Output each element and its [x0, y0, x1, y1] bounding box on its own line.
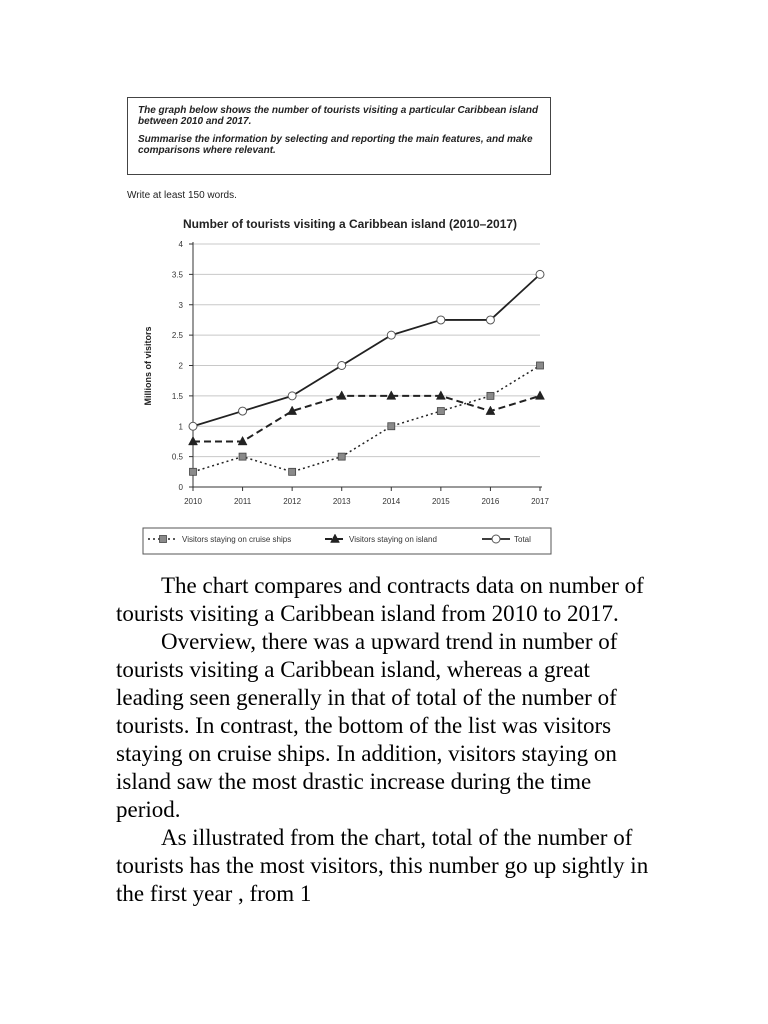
data-point-square [437, 408, 444, 415]
y-tick-label: 4 [178, 240, 183, 249]
legend-label: Total [514, 535, 531, 544]
data-point-square [487, 392, 494, 399]
data-point-circle [288, 392, 296, 400]
y-tick-label: 2 [178, 361, 183, 371]
chart-legend [143, 528, 551, 554]
data-point-triangle [337, 391, 346, 400]
series-line-2 [193, 274, 540, 426]
chart-title: Number of tourists visiting a Caribbean island (2010–2017) [182, 217, 518, 231]
x-tick-label: 2015 [431, 497, 450, 506]
data-point-circle [338, 362, 346, 370]
data-point-square [289, 468, 296, 475]
x-tick-label: 2014 [382, 497, 401, 506]
legend-swatch-square [160, 536, 167, 543]
y-tick-label: 0 [178, 483, 183, 492]
x-tick-label: 2016 [481, 497, 500, 506]
task-instruction-2: Summarise the information by selecting and reporting the main features, and make comparisons where relevant. [138, 134, 533, 156]
data-point-circle [239, 407, 247, 415]
essay-paragraph-3: As illustrated from the chart, total of the number of tourists has the most visitors, this number go up sightly in the first year , from 1 [116, 825, 649, 906]
y-tick-label: 1 [178, 422, 183, 432]
data-point-triangle [536, 391, 545, 400]
y-tick-label: 2.5 [171, 331, 183, 341]
essay-paragraph-2: Overview, there was a upward trend in number of tourists visiting a Caribbean island, whereas a great leading seen generally in that of total of the number of tourists. In contrast, the bottom of the list was visitors staying on cruise ships. In addition, visitors staying on island saw the most drastic increase during the time period. [116, 629, 618, 822]
y-tick-label: 3 [178, 300, 183, 310]
essay-paragraph-1: The chart compares and contracts data on number of tourists visiting a Caribbean island from 2010 to 2017. [116, 573, 644, 626]
y-tick-label: 1.5 [171, 391, 183, 401]
y-tick-label: 0.5 [171, 452, 183, 462]
legend-label: Visitors staying on cruise ships [182, 535, 292, 544]
word-count-note: Write at least 150 words. [127, 190, 237, 201]
data-point-circle [536, 270, 544, 278]
legend-label: Visitors staying on island [349, 535, 437, 544]
y-tick-label: 3.5 [171, 270, 183, 280]
data-point-square [537, 362, 544, 369]
data-point-square [338, 453, 345, 460]
x-tick-label: 2017 [531, 497, 549, 506]
data-point-circle [387, 331, 395, 339]
plot-area [172, 240, 550, 506]
x-tick-label: 2012 [283, 497, 302, 506]
y-axis-label: Millions of visitors [143, 326, 153, 406]
legend-swatch-circle [492, 535, 500, 543]
x-tick-label: 2013 [332, 497, 351, 506]
task-instruction-1: The graph below shows the number of tourists visiting a particular Caribbean island between 2010 and 2017. [138, 105, 539, 127]
x-tick-label: 2011 [233, 497, 252, 506]
data-point-circle [486, 316, 494, 324]
series-line-1 [193, 396, 540, 442]
essay-text [116, 572, 661, 908]
data-point-square [239, 453, 246, 460]
data-point-circle [437, 316, 445, 324]
data-point-circle [189, 422, 197, 430]
data-point-square [190, 468, 197, 475]
data-point-square [388, 423, 395, 430]
x-tick-label: 2010 [184, 497, 202, 506]
